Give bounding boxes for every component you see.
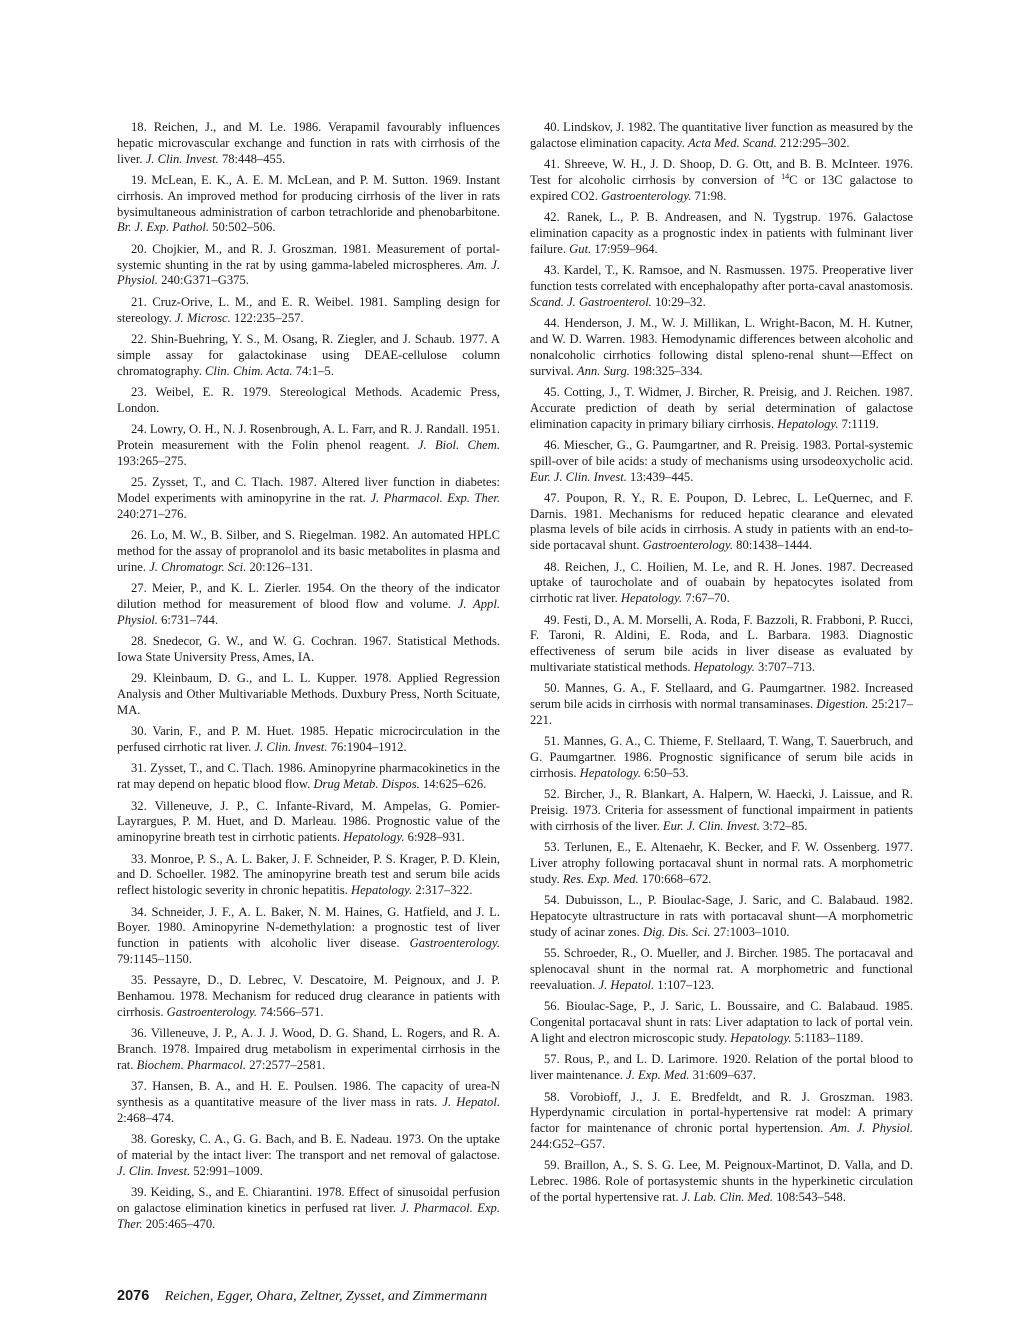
journal-name: Hepatology. — [343, 830, 405, 845]
journal-name: J. Chromatogr. Sci. — [149, 559, 247, 574]
reference-text: 193:265–275. — [117, 453, 187, 468]
page-number: 2076 — [117, 1288, 150, 1304]
page-footer — [117, 1288, 487, 1305]
reference-text: 50. Mannes, G. A., F. Stellaard, and G. Paumgartner. 1982. Increased serum bile acids in cirrhosis with normal transaminases. — [530, 681, 913, 712]
reference-text: 50:502–506. — [209, 220, 276, 235]
journal-name: J. Appl. Physiol. — [117, 596, 500, 627]
reference-item — [530, 157, 913, 204]
reference-item — [117, 385, 500, 417]
reference-item — [530, 613, 913, 676]
reference-item — [117, 528, 500, 575]
reference-item — [530, 893, 913, 940]
journal-name: Eur. J. Clin. Invest. — [662, 819, 760, 833]
journal-name: Gastroenterology. — [642, 538, 733, 553]
journal-name: J. Biol. Chem. — [417, 437, 500, 452]
reference-item — [530, 210, 913, 257]
reference-text: 79:1145–1150. — [117, 951, 192, 966]
reference-text: 71:98. — [691, 188, 727, 203]
reference-item — [117, 1026, 500, 1073]
reference-text: 23. Weibel, E. R. 1979. Stereological Methods. Academic Press, London. — [117, 384, 500, 415]
reference-text: 26. Lo, M. W., B. Silber, and S. Riegelman. 1982. An automated HPLC method for the assay of propranolol and its basic metabolites in plasma and urine. — [117, 528, 500, 574]
reference-text: 2:317–322. — [412, 883, 473, 898]
reference-text: 33. Monroe, P. S., A. L. Baker, J. F. Schneider, P. S. Krager, P. D. Klein, and D. Schoeller. 1982. The aminopyrine breath test and serum bile acids reflect histologic severity in chronic hepatitis. — [117, 851, 500, 898]
reference-text: 47. Poupon, R. Y., R. E. Poupon, D. Lebrec, L. LeQuernec, and F. Darnis. 1981. Mechanisms for reduced hepatic clearance and elevated plasma levels of bile acids in cirrhosis. A study in patients with an end-to-side portacaval shunt. — [530, 490, 913, 553]
reference-text: 240:271–276. — [117, 506, 187, 521]
reference-text: 18. Reichen, J., and M. Le. 1986. Verapamil favourably influences hepatic microvascular exchange and function in rats with cirrhosis of the liver. — [117, 120, 500, 166]
reference-item — [530, 316, 913, 379]
reference-text: 108:543–548. — [773, 1189, 846, 1204]
journal-name: Gastroenterology. — [409, 936, 500, 951]
reference-item — [117, 973, 500, 1020]
reference-item — [117, 671, 500, 718]
reference-item — [530, 438, 913, 485]
reference-text: 35. Pessayre, D., D. Lebrec, V. Descatoire, M. Peignoux, and J. P. Benhamou. 1978. Mechanism for reduced drug clearance in patients with cirrhosis. — [117, 973, 500, 1019]
journal-name: Eur. J. Clin. Invest. — [530, 469, 627, 484]
reference-text: 20. Chojkier, M., and R. J. Groszman. 1981. Measurement of portal-systemic shunting in the rat by using gamma-labeled microspheres. — [117, 241, 500, 272]
journal-name: Gastroenterology. — [601, 188, 692, 203]
reference-text: 3:707–713. — [754, 660, 816, 675]
journal-name: Scand. J. Gastroenterol. — [530, 294, 652, 309]
reference-item — [117, 634, 500, 666]
reference-text: 74:1–5. — [292, 363, 334, 378]
journal-name: J. Exp. Med. — [626, 1068, 690, 1083]
reference-text: 22. Shin-Buehring, Y. S., M. Osang, R. Ziegler, and J. Schaub. 1977. A simple assay for galactokinase using DEAE-cellulose column chromatography. — [117, 331, 500, 378]
reference-text: 39. Keiding, S., and E. Chiarantini. 1978. Effect of sinusoidal perfusion on galactose elimination kinetics in perfused rat liver. — [117, 1185, 500, 1216]
journal-name: Biochem. Pharmacol. — [136, 1057, 247, 1072]
reference-text: 31:609–637. — [689, 1068, 756, 1083]
reference-text: 19. McLean, E. K., A. E. M. McLean, and P. M. Sutton. 1969. Instant cirrhosis. An improved method for producing cirrhosis of the liver in rats bysimultaneous administration of carbon tetrachloride and phenobarbitone. — [117, 172, 500, 219]
reference-item — [117, 724, 500, 756]
journal-name: Digestion. — [816, 697, 869, 712]
reference-text: 10:29–32. — [651, 294, 706, 309]
reference-text: 7:67–70. — [682, 591, 730, 606]
journal-name: Am. J. Physiol. — [117, 257, 500, 288]
reference-item — [117, 852, 500, 899]
reference-item — [117, 799, 500, 846]
reference-text: 59. Braillon, A., S. S. G. Lee, M. Peignoux-Martinot, D. Valla, and D. Lebrec. 1986. Role of portasystemic shunts in the hyperkinetic circulation of the portal hypertensive rat. — [530, 1158, 913, 1204]
reference-text: 54. Dubuisson, L., P. Bioulac-Sage, J. Saric, and C. Balabaud. 1982. Hepatocyte ultrastructure in rats with portacaval shunt—A morphometric study of acinar zones. — [530, 893, 913, 939]
journal-name: Hepatology. — [350, 883, 413, 898]
reference-text: 46. Miescher, G., G. Paumgartner, and R. Preisig. 1983. Portal-systemic spill-over of bile acids: a study of mechanisms using ursodeoxycholic acid. — [530, 437, 913, 468]
reference-item — [530, 491, 913, 554]
reference-text: 40. Lindskov, J. 1982. The quantitative liver function as measured by the galactose elimination capacity. — [530, 120, 913, 150]
reference-item — [117, 1132, 500, 1179]
reference-text: 240:G371–G375. — [157, 273, 249, 288]
reference-item — [530, 1158, 913, 1205]
reference-item — [530, 946, 913, 993]
journal-name: Hepatology. — [693, 660, 755, 675]
reference-item — [530, 734, 913, 781]
reference-text: 76:1904–1912. — [327, 740, 407, 755]
reference-text: 5:1183–1189. — [791, 1030, 864, 1045]
reference-text: 13:439–445. — [626, 469, 694, 484]
reference-text: 52:991–1009. — [190, 1163, 263, 1178]
journal-name: Res. Exp. Med. — [562, 871, 639, 886]
reference-item — [530, 1052, 913, 1084]
reference-item — [530, 999, 913, 1046]
reference-text: 25:217–221. — [530, 697, 913, 728]
reference-item — [530, 560, 913, 607]
reference-text: 14 — [781, 171, 790, 181]
journal-name: Clin. Chim. Acta. — [205, 363, 293, 378]
reference-item — [117, 173, 500, 236]
reference-item — [530, 681, 913, 728]
journal-name: J. Clin. Invest. — [254, 740, 328, 755]
journal-name: J. Pharmacol. Exp. Ther. — [370, 490, 500, 505]
journal-name: Ann. Surg. — [576, 363, 630, 378]
reference-text: 31. Zysset, T., and C. Tlach. 1986. Aminopyrine pharmacokinetics in the rat may depend on hepatic blood flow. — [117, 761, 500, 792]
reference-item — [530, 1090, 913, 1153]
reference-item — [117, 905, 500, 968]
reference-text: 205:465–470. — [142, 1216, 216, 1231]
reference-text: 43. Kardel, T., K. Ramsoe, and N. Rasmussen. 1975. Preoperative liver function tests correlated with encephalopathy after porta-caval anastomosis. — [530, 263, 913, 293]
reference-item — [117, 120, 500, 167]
journal-name: Hepatology. — [777, 416, 839, 431]
journal-name: J. Microsc. — [174, 310, 231, 325]
reference-item — [117, 332, 500, 379]
reference-text: 3:72–85. — [759, 819, 808, 833]
references-column-left — [117, 120, 500, 1238]
reference-text: 14:625–626. — [419, 777, 487, 792]
reference-text: C or 13C galactose to expired CO2. — [530, 172, 913, 203]
reference-text: 53. Terlunen, E., E. Altenaehr, K. Becker, and F. W. Ossenberg. 1977. Liver atrophy following portacaval shunt in normal rats. A morphometric study. — [530, 840, 913, 886]
journal-name: Dig. Dis. Sci. — [642, 924, 711, 939]
reference-item — [530, 787, 913, 834]
reference-text: 45. Cotting, J., T. Widmer, J. Bircher, R. Preisig, and J. Reichen. 1987. Accurate prediction of death by serial determination of galactose elimination capacity in primary biliary cirrhosis. — [530, 384, 913, 431]
reference-item — [530, 263, 913, 310]
reference-text: 37. Hansen, B. A., and H. E. Poulsen. 1986. The capacity of urea-N synthesis as a quantitative measure of the liver mass in rats. — [117, 1079, 500, 1110]
reference-item — [530, 120, 913, 152]
reference-text: 48. Reichen, J., C. Hoilien, M. Le, and R. H. Jones. 1987. Decreased uptake of taurocholate and of ouabain by hepatocytes isolated from cirrhotic rat liver. — [530, 559, 913, 606]
reference-text: 56. Bioulac-Sage, P., J. Saric, L. Boussaire, and C. Balabaud. 1985. Congenital portacaval shunt in rats: Liver adaptation to lack of portal vein. A light and electron microscopic study. — [530, 999, 913, 1045]
journal-name: Gastroenterology. — [166, 1004, 258, 1019]
journal-name: J. Pharmacol. Exp. Ther. — [117, 1201, 500, 1231]
reference-text: 27:1003–1010. — [710, 924, 790, 939]
journal-name: J. Clin. Invest. — [117, 1163, 191, 1178]
reference-text: 122:235–257. — [230, 310, 304, 325]
journal-name: J. Hepatol. — [442, 1095, 500, 1110]
reference-text: 6:731–744. — [157, 612, 219, 627]
journal-name: J. Lab. Clin. Med. — [681, 1189, 774, 1204]
journal-name: J. Hepatol. — [598, 977, 655, 992]
references-column-right — [530, 120, 913, 1211]
reference-text: 25. Zysset, T., and C. Tlach. 1987. Altered liver function in diabetes: Model experiments with aminopyrine in the rat. — [117, 475, 500, 505]
reference-text: 57. Rous, P., and L. D. Larimore. 1920. Relation of the portal blood to liver maintenance. — [530, 1052, 913, 1083]
journal-name: Br. J. Exp. Pathol. — [117, 220, 209, 235]
journal-name: Acta Med. Scand. — [687, 135, 777, 150]
reference-text: 52. Bircher, J., R. Blankart, A. Halpern, W. Haecki, J. Laissue, and R. Preisig. 1973. Criteria for assessment of functional impairment in patients with cirrhosis of the liver. — [530, 787, 913, 833]
reference-text: 80:1438–1444. — [733, 538, 813, 553]
reference-text: 24. Lowry, O. H., N. J. Rosenbrough, A. L. Farr, and R. J. Randall. 1951. Protein measurement with the Folin phenol reagent. — [117, 422, 500, 452]
reference-item — [117, 581, 500, 628]
reference-item — [530, 385, 913, 432]
journal-name: Am. J. Physiol. — [830, 1121, 913, 1136]
reference-text: 41. Shreeve, W. H., J. D. Shoop, D. G. Ott, and B. B. McInteer. 1976. Test for alcoholic cirrhosis by conversion of — [530, 157, 913, 187]
reference-text: 212:295–302. — [776, 135, 850, 150]
reference-text: 44. Henderson, J. M., W. J. Millikan, L. Wright-Bacon, M. H. Kutner, and W. D. Warren. 1983. Hemodynamic differences between alcoholic and nonalcoholic cirrhotics following distal spleno-renal shunt—Effect on survival. — [530, 316, 913, 378]
reference-text: 78:448–455. — [218, 151, 286, 166]
reference-text: 32. Villeneuve, J. P., C. Infante-Rivard, M. Ampelas, G. Pomier-Layrargues, P. M. Huet, and D. Marleau. 1986. Prognostic value of the aminopyrine breath test in cirrhotic patients. — [117, 798, 500, 845]
reference-text: 21. Cruz-Orive, L. M., and E. R. Weibel. 1981. Sampling design for stereology. — [117, 294, 500, 325]
reference-text: 1:107–123. — [654, 977, 715, 992]
reference-text: 27:2577–2581. — [246, 1057, 326, 1072]
reference-item — [117, 1079, 500, 1126]
journal-name: Gut. — [569, 241, 592, 256]
reference-text: 244:G52–G57. — [530, 1136, 606, 1151]
reference-item — [117, 475, 500, 522]
reference-text: 58. Vorobioff, J., J. E. Bredfeldt, and R. J. Groszman. 1983. Hyperdynamic circulation in portal-hypertensive rat model: A primary factor for maintenance of chronic portal hypertension. — [530, 1089, 913, 1136]
journal-name: Hepatology. — [620, 591, 683, 606]
reference-text: 28. Snedecor, G. W., and W. G. Cochran. 1967. Statistical Methods. Iowa State University Press, Ames, IA. — [117, 634, 500, 664]
reference-item — [117, 422, 500, 469]
reference-text: 74:566–571. — [257, 1004, 324, 1019]
reference-text: 29. Kleinbaum, D. G., and L. L. Kupper. 1978. Applied Regression Analysis and Other Multivariable Methods. Duxbury Press, North Scituate, MA. — [117, 671, 500, 717]
reference-text: 34. Schneider, J. F., A. L. Baker, N. M. Haines, G. Hatfield, and J. L. Boyer. 1980. Aminopyrine N-demethylation: a prognostic test of liver function in patients with alcoholic liver disease. — [117, 904, 500, 951]
reference-text: 6:928–931. — [404, 830, 465, 845]
reference-text: 20:126–131. — [246, 559, 313, 574]
reference-text: 38. Goresky, C. A., G. G. Bach, and B. E. Nadeau. 1973. On the uptake of material by the intact liver: The transport and net removal of galactose. — [117, 1132, 500, 1163]
reference-item — [117, 1185, 500, 1232]
reference-text: 36. Villeneuve, J. P., A. J. J. Wood, D. G. Shand, L. Rogers, and R. A. Branch. 1978. Impaired drug metabolism in experimental cirrhosis in the rat. — [117, 1026, 500, 1072]
reference-text: 2:468–474. — [117, 1110, 175, 1125]
reference-item — [117, 242, 500, 289]
journal-name: Drug Metab. Dispos. — [313, 777, 420, 792]
reference-text: 6:50–53. — [640, 766, 689, 781]
reference-text: 55. Schroeder, R., O. Mueller, and J. Bircher. 1985. The portacaval and splenocaval shunt in the normal rat. A morphometric and functional reevaluation. — [530, 946, 913, 992]
reference-item — [117, 295, 500, 327]
reference-item — [530, 840, 913, 887]
reference-text: 30. Varin, F., and P. M. Huet. 1985. Hepatic microcirculation in the perfused cirrhotic rat liver. — [117, 724, 500, 755]
journal-name: Hepatology. — [730, 1030, 792, 1045]
journal-name: J. Clin. Invest. — [145, 151, 219, 166]
reference-text: 198:325–334. — [629, 363, 703, 378]
reference-text: 27. Meier, P., and K. L. Zierler. 1954. On the theory of the indicator dilution method for measurement of blood flow and volume. — [117, 581, 500, 611]
reference-text: 49. Festi, D., A. M. Morselli, A. Roda, F. Bazzoli, R. Frabboni, P. Rucci, F. Taroni, R. Aldini, E. Roda, and L. Barbara. 1983. Diagnostic effectiveness of serum bile acids in liver disease as evaluated by multivariate statistical methods. — [530, 612, 913, 675]
reference-item — [117, 761, 500, 793]
running-authors: Reichen, Egger, Ohara, Zeltner, Zysset, and Zimmermann — [164, 1289, 488, 1304]
reference-text: 17:959–964. — [591, 241, 658, 256]
reference-text: 42. Ranek, L., P. B. Andreasen, and N. Tygstrup. 1976. Galactose elimination capacity as a prognostic index in patients with fulminant liver failure. — [530, 210, 913, 256]
reference-text: 51. Mannes, G. A., C. Thieme, F. Stellaard, T. Wang, T. Sauerbruch, and G. Paumgartner. 1986. Prognostic significance of serum bile acids in cirrhosis. — [530, 734, 913, 781]
reference-text: 170:668–672. — [638, 871, 712, 886]
reference-text: 7:1119. — [838, 416, 879, 431]
journal-name: Hepatology. — [579, 766, 641, 781]
